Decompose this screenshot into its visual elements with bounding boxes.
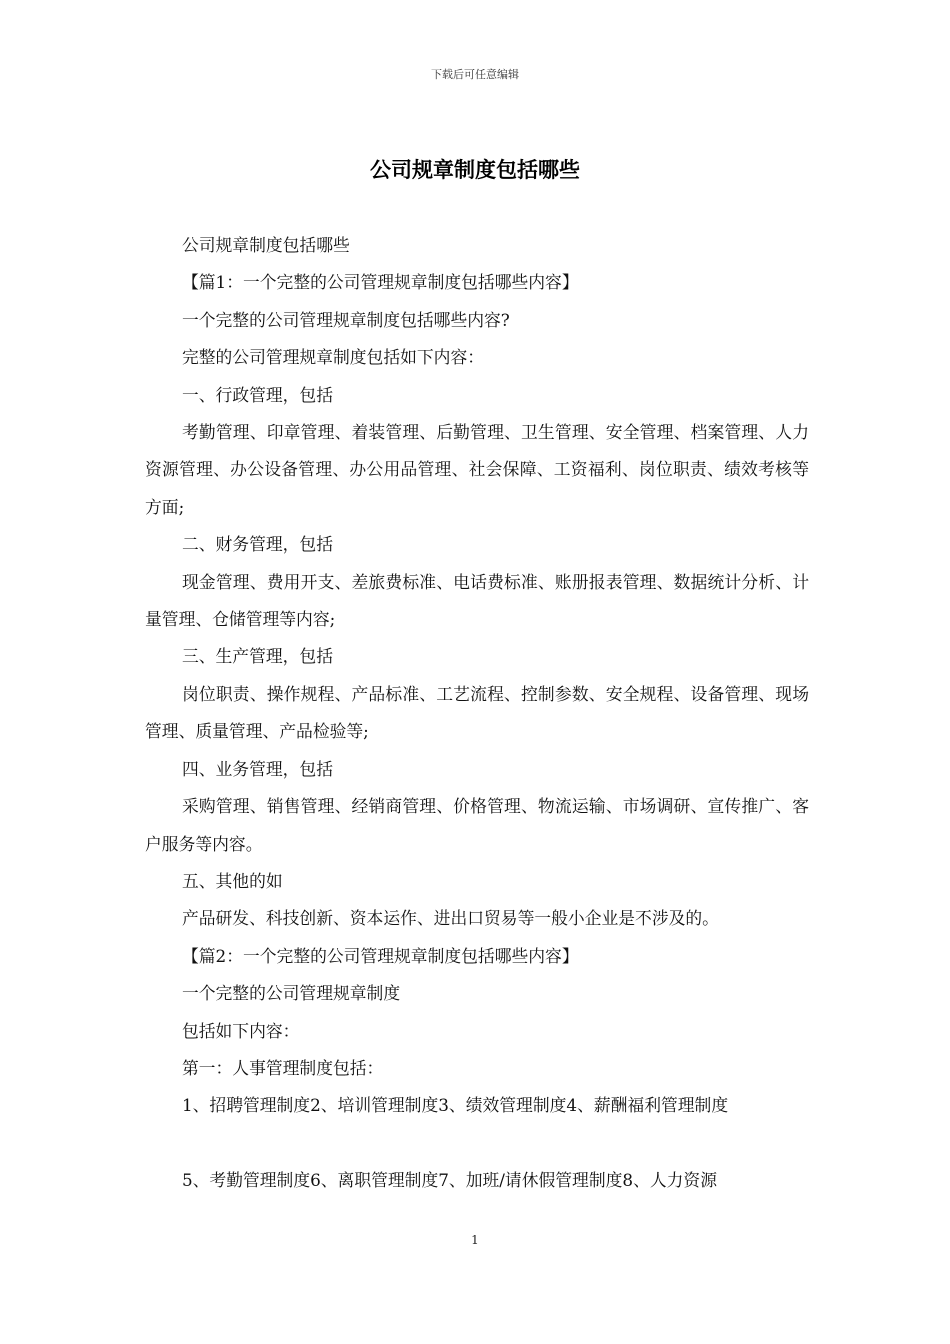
paragraph: 二、财务管理，包括: [181, 534, 333, 555]
paragraph: 完整的公司管理规章制度包括如下内容：: [181, 347, 485, 368]
paragraph: 现金管理、费用开支、差旅费标准、电话费标准、账册报表管理、数据统计分析、计量管理、仓储管理等内容;: [145, 571, 809, 630]
document-title: 公司规章制度包括哪些: [370, 157, 580, 182]
page-number: 1: [471, 1233, 479, 1247]
paragraph: 包括如下内容：: [181, 1020, 300, 1041]
paragraph: 第一：人事管理制度包括：: [181, 1057, 384, 1078]
paragraph: 岗位职责、操作规程、产品标准、工艺流程、控制参数、安全规程、设备管理、现场管理、质量管理、产品检验等;: [145, 683, 809, 742]
paragraph: 一个完整的公司管理规章制度: [181, 983, 401, 1004]
paragraph: 一、行政管理，包括: [181, 384, 333, 405]
document-body: [145, 227, 809, 1199]
paragraph: 产品研发、科技创新、资本运作、进出口贸易等一般小企业是不涉及的。: [181, 908, 719, 929]
page-header-note: 下载后可任意编辑: [431, 68, 519, 81]
paragraph: 一个完整的公司管理规章制度包括哪些内容?: [181, 309, 510, 330]
paragraph: 考勤管理、印章管理、着装管理、后勤管理、卫生管理、安全管理、档案管理、人力资源管理、办公设备管理、办公用品管理、社会保障、工资福利、岗位职责、绩效考核等方面;: [145, 422, 809, 517]
paragraph: 四、业务管理，包括: [181, 758, 333, 779]
paragraph: 【篇2：一个完整的公司管理规章制度包括哪些内容】: [181, 945, 579, 966]
paragraph: 五、其他的如: [181, 870, 283, 891]
paragraph: 1、招聘管理制度2、培训管理制度3、绩效管理制度4、薪酬福利管理制度: [181, 1095, 729, 1116]
paragraph: 【篇1：一个完整的公司管理规章制度包括哪些内容】: [181, 272, 579, 293]
paragraph: 公司规章制度包括哪些: [181, 235, 350, 255]
paragraph: 三、生产管理，包括: [181, 646, 333, 667]
paragraph: 采购管理、销售管理、经销商管理、价格管理、物流运输、市场调研、宣传推广、客户服务等内容。: [145, 796, 809, 854]
paragraph: 5、考勤管理制度6、离职管理制度7、加班/请休假管理制度8、人力资源: [181, 1169, 717, 1190]
